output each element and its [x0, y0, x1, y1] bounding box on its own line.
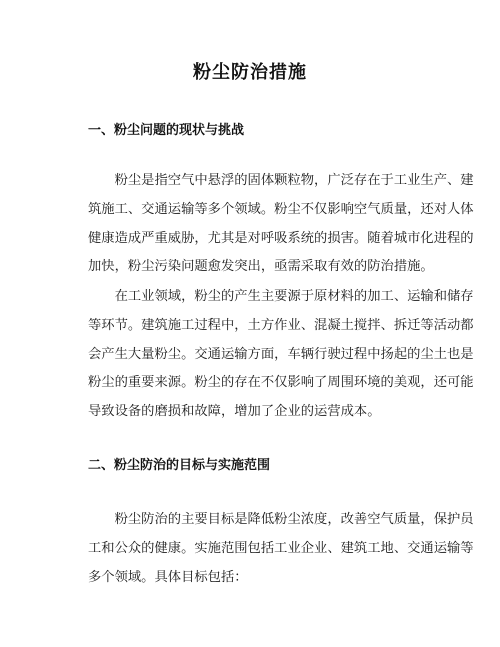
paragraph-1 [88, 167, 474, 282]
paragraph-2 [88, 283, 474, 427]
document-title: 粉尘防治措施 [193, 62, 307, 83]
paragraph-line: 筑施工、交通运输等多个领域。粉尘不仅影响空气质量，还对人体 [88, 201, 474, 217]
paragraph-line: 在工业领域，粉尘的产生主要源于原材料的加工、运输和储存 [88, 289, 474, 304]
paragraph-line: 粉尘的重要来源。粉尘的存在不仅影响了周围环境的美观，还可能 [88, 375, 474, 391]
section-heading-2: 二、粉尘防治的目标与实施范围 [88, 458, 271, 473]
paragraph-line: 导致设备的磨损和故障，增加了企业的运营成本。 [88, 404, 381, 420]
paragraph-3 [88, 506, 474, 592]
paragraph-line: 等环节。建筑施工过程中，土方作业、混凝土搅拌、拆迁等活动都 [88, 317, 474, 333]
paragraph-line: 粉尘是指空气中悬浮的固体颗粒物，广泛存在于工业生产、建 [88, 173, 474, 188]
paragraph-line: 会产生大量粉尘。交通运输方面，车辆行驶过程中扬起的尘土也是 [88, 346, 474, 362]
paragraph-line: 工和公众的健康。实施范围包括工业企业、建筑工地、交通运输等 [88, 540, 474, 556]
paragraph-line: 健康造成严重威胁，尤其是对呼吸系统的损害。随着城市化进程的 [88, 230, 474, 246]
paragraph-line: 粉尘防治的主要目标是降低粉尘浓度，改善空气质量，保护员 [88, 512, 474, 527]
paragraph-line: 加快，粉尘污染问题愈发突出，亟需采取有效的防治措施。 [88, 259, 434, 275]
section-heading-1: 一、粉尘问题的现状与挑战 [88, 123, 245, 138]
paragraph-line: 多个领域。具体目标包括： [88, 569, 248, 585]
